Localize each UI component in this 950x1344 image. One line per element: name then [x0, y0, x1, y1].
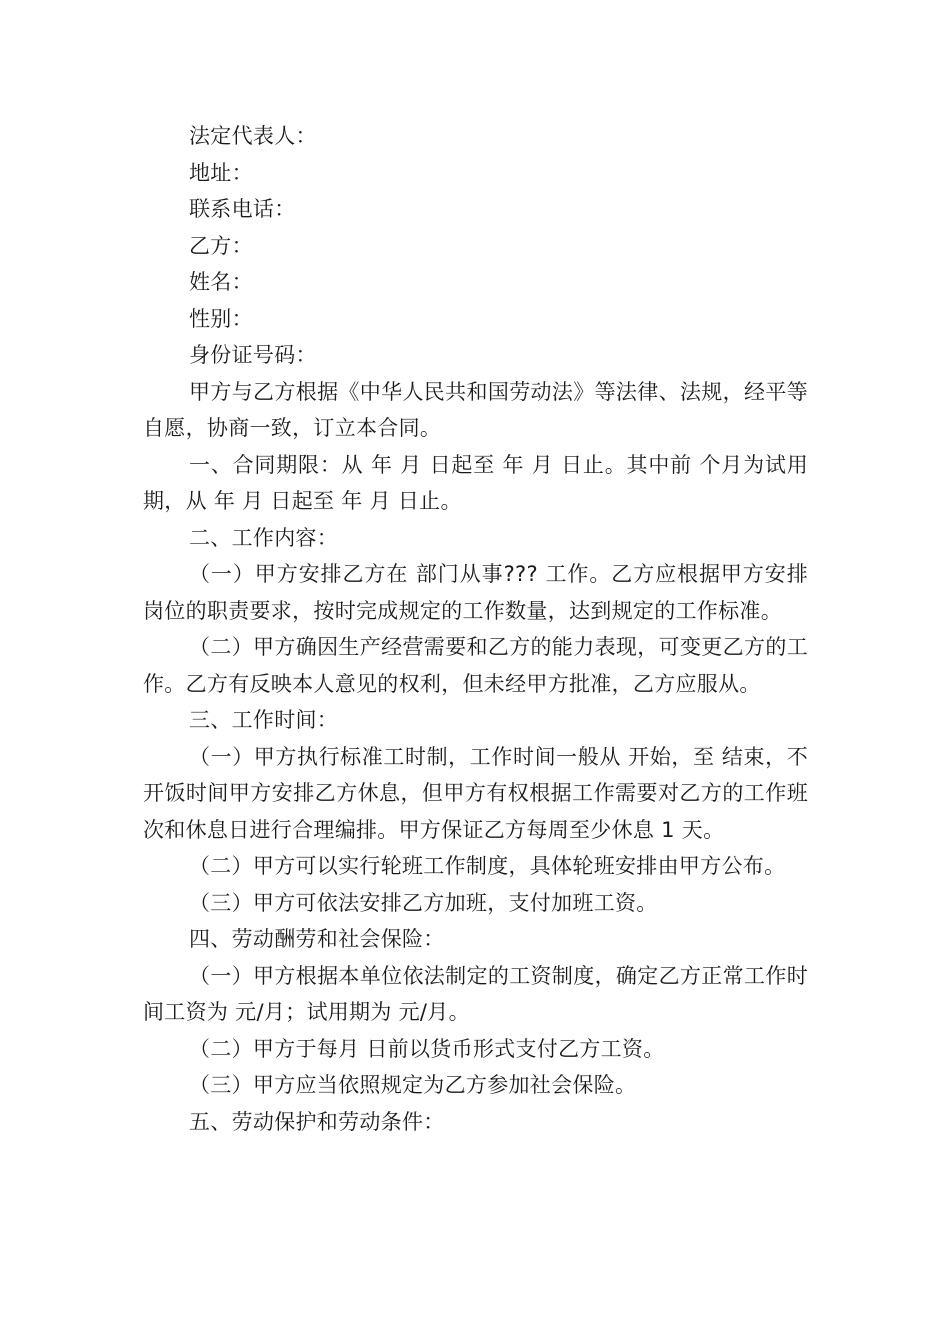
work-hours-clause-1: （一）甲方执行标准工时制，工作时间一般从 开始，至 结束，不开饭时间甲方安排乙方休息，但甲方有权根据工作需要对乙方的工作班次和休息日进行合理编排。甲方保证乙方每周至少休息 1 天。	[143, 744, 808, 842]
work-content-clause-1: （一）甲方安排乙方在 部门从事??? 工作。乙方应根据甲方安排岗位的职责要求，按时完成规定的工作数量，达到规定的工作标准。	[143, 562, 808, 623]
contract-body	[143, 118, 808, 1140]
pay-clause-2: （二）甲方于每月 日前以货币形式支付乙方工资。	[189, 1036, 665, 1061]
address-line: 地址：	[189, 160, 253, 185]
pay-clause-1: （一）甲方根据本单位依法制定的工资制度，确定乙方正常工作时间工资为 元/月；试用期为 元/月。	[143, 963, 808, 1024]
work-content-clause-2: （二）甲方确因生产经营需要和乙方的能力表现，可变更乙方的工作。乙方有反映本人意见的权利，但未经甲方批准，乙方应服从。	[143, 635, 808, 696]
work-hours-clause-3: （三）甲方可依法安排乙方加班，支付加班工资。	[189, 890, 658, 915]
section-heading-pay-insurance: 四、劳动酬劳和社会保险：	[189, 927, 445, 951]
section-heading-work-content: 二、工作内容：	[189, 525, 339, 550]
work-hours-clause-2: （二）甲方可以实行轮班工作制度，具体轮班安排由甲方公布。	[189, 854, 786, 878]
phone-line: 联系电话：	[189, 197, 296, 221]
pay-clause-3: （三）甲方应当依照规定为乙方参加社会保险。	[189, 1073, 637, 1097]
name-line: 姓名：	[189, 270, 253, 294]
gender-line: 性别：	[189, 306, 253, 331]
section-heading-labor-protection: 五、劳动保护和劳动条件：	[189, 1109, 445, 1134]
section-heading-work-hours: 三、工作时间：	[189, 708, 339, 732]
contract-term-paragraph: 一、合同期限：从 年 月 日起至 年 月 日止。其中前 个月为试用期，从 年 月 日起至 年 月 日止。	[143, 452, 808, 513]
party-b-line: 乙方：	[189, 233, 253, 258]
legal-representative-line: 法定代表人：	[189, 124, 317, 148]
id-number-line: 身份证号码：	[189, 343, 317, 367]
preamble-paragraph: 甲方与乙方根据《中华人民共和国劳动法》等法律、法规，经平等自愿，协商一致，订立本合同。	[143, 379, 808, 440]
